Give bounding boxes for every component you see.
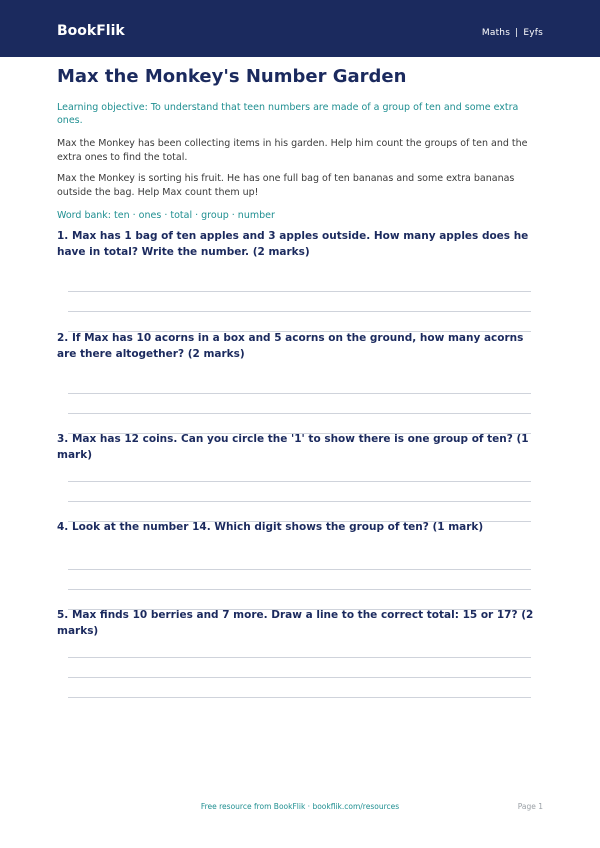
page-number: Page 1 <box>517 802 543 811</box>
answer-line[interactable] <box>68 589 531 590</box>
intro-paragraph: Max the Monkey is sorting his fruit. He has one full bag of ten bananas and some extra bananas outside the bag. Help Max count them up! <box>57 173 515 198</box>
answer-line[interactable] <box>68 677 531 678</box>
breadcrumb-level[interactable]: Eyfs <box>523 28 543 38</box>
answer-line[interactable] <box>68 569 531 570</box>
question-text: 5. Max finds 10 berries and 7 more. Draw a line to the correct total: 15 or 17? (2 marks) <box>57 609 534 637</box>
question-text: 3. Max has 12 coins. Can you circle the '1' to show there is one group of ten? (1 mark) <box>57 433 529 461</box>
answer-line[interactable] <box>68 481 531 482</box>
header-bar <box>0 0 600 57</box>
footer-credit-link[interactable]: Free resource from BookFlik · bookflik.com/resources <box>200 802 400 811</box>
answer-line[interactable] <box>68 393 531 394</box>
breadcrumb-subject[interactable]: Maths <box>481 28 511 38</box>
question-text: 1. Max has 1 bag of ten apples and 3 apples outside. How many apples does he have in total? Write the number. (2 marks) <box>57 230 529 258</box>
answer-line[interactable] <box>68 501 531 502</box>
breadcrumb-separator: | <box>515 28 519 38</box>
question-text: 4. Look at the number 14. Which digit shows the group of ten? (1 mark) <box>57 521 484 533</box>
page-title: Max the Monkey's Number Garden <box>57 66 407 87</box>
question-text: 2. If Max has 10 acorns in a box and 5 acorns on the ground, how many acorns are there altogether? (2 marks) <box>57 332 524 360</box>
answer-line[interactable] <box>68 697 531 698</box>
answer-line[interactable] <box>68 311 531 312</box>
worksheet-intro <box>57 65 543 222</box>
answer-line[interactable] <box>68 657 531 658</box>
word-bank: Word bank: ten · ones · total · group · number <box>57 210 275 221</box>
answer-line[interactable] <box>68 413 531 414</box>
answer-line[interactable] <box>68 291 531 292</box>
learning-objective: Learning objective: To understand that teen numbers are made of a group of ten and some extra ones. <box>57 102 519 126</box>
breadcrumb <box>482 27 543 39</box>
intro-paragraph: Max the Monkey has been collecting items in his garden. Help him count the groups of ten and the extra ones to find the total. <box>57 138 528 163</box>
brand-logo[interactable]: BookFlik <box>57 23 125 39</box>
